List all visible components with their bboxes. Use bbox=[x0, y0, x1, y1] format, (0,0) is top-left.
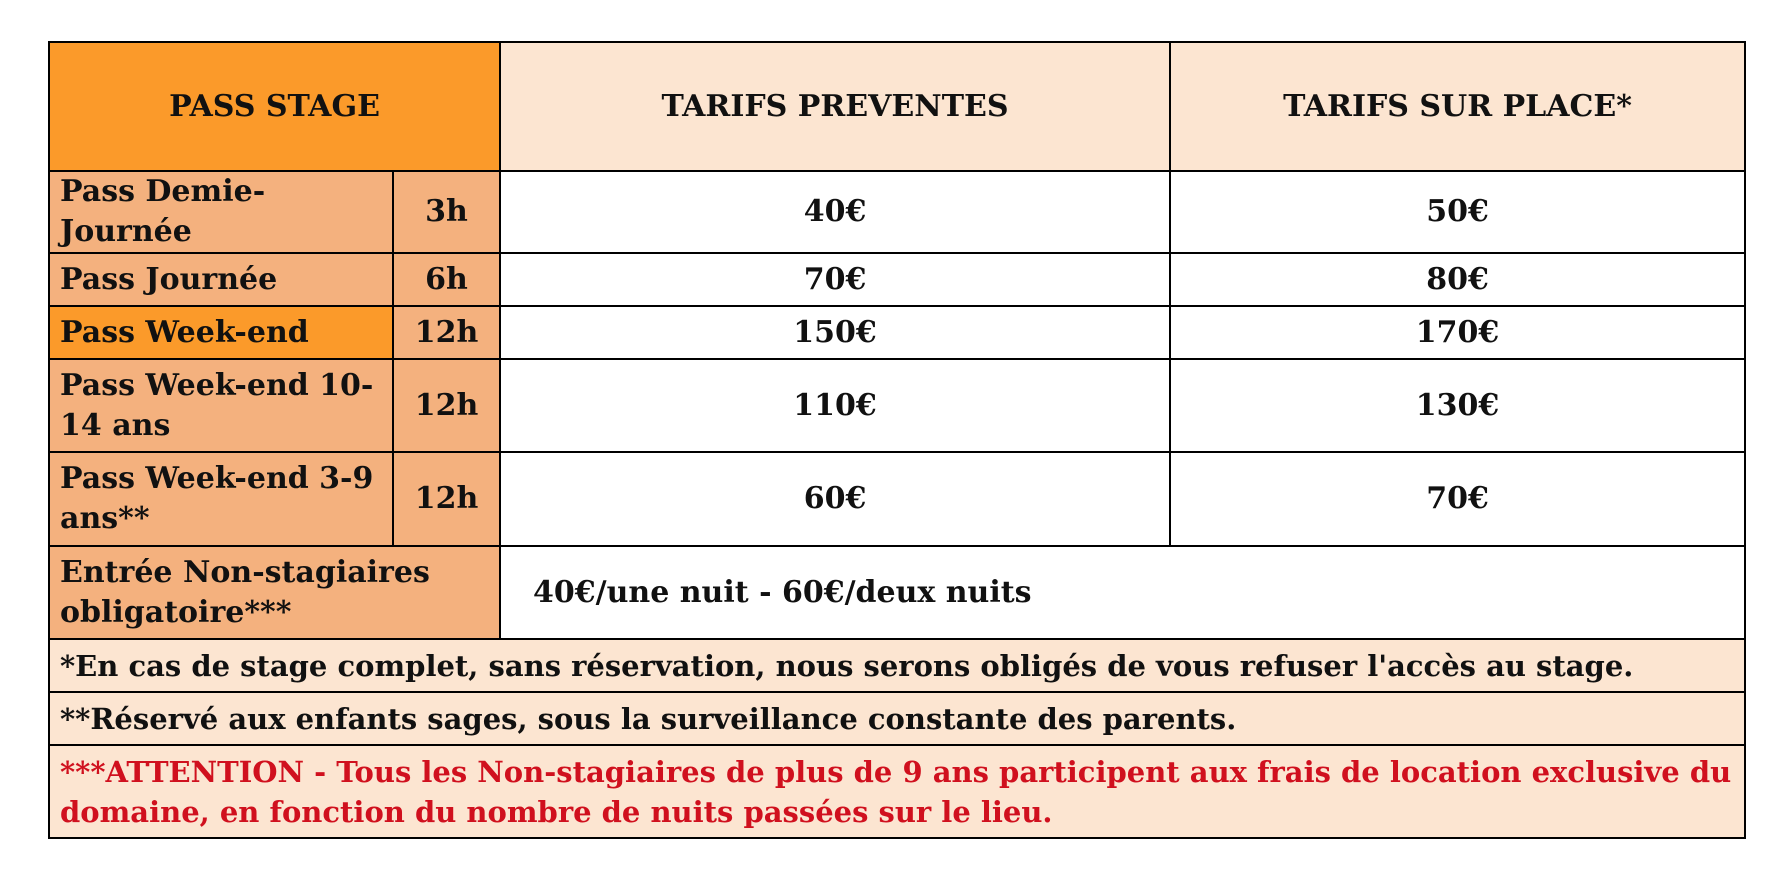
table-row bbox=[49, 253, 1745, 306]
pass-duration: 12h bbox=[393, 452, 500, 546]
pass-duration: 6h bbox=[393, 253, 500, 306]
price-sur-place: 130€ bbox=[1170, 359, 1745, 452]
pass-duration: 12h bbox=[393, 306, 500, 359]
non-stagiaires-row bbox=[49, 546, 1745, 639]
header-tarifs-preventes: TARIFS PREVENTES bbox=[500, 42, 1170, 171]
pass-duration: 12h bbox=[393, 359, 500, 452]
non-stagiaires-price: 40€/une nuit - 60€/deux nuits bbox=[500, 546, 1745, 639]
price-sur-place: 70€ bbox=[1170, 452, 1745, 546]
note-row bbox=[49, 692, 1745, 745]
pass-label: Pass Week-end bbox=[49, 306, 393, 359]
pricing-table bbox=[48, 41, 1746, 839]
price-prevente: 60€ bbox=[500, 452, 1170, 546]
table-row bbox=[49, 452, 1745, 546]
footnote-enfants: **Réservé aux enfants sages, sous la surveillance constante des parents. bbox=[49, 692, 1745, 745]
price-sur-place: 170€ bbox=[1170, 306, 1745, 359]
footnote-complet: *En cas de stage complet, sans réservation, nous serons obligés de vous refuser l'accès au stage. bbox=[49, 639, 1745, 692]
footnote-attention: ***ATTENTION - Tous les Non-stagiaires de plus de 9 ans participent aux frais de location exclusive du domaine, en fonction du nombre de nuits passées sur le lieu. bbox=[49, 745, 1745, 838]
price-sur-place: 80€ bbox=[1170, 253, 1745, 306]
header-tarifs-sur-place: TARIFS SUR PLACE* bbox=[1170, 42, 1745, 171]
price-prevente: 40€ bbox=[500, 171, 1170, 253]
price-prevente: 150€ bbox=[500, 306, 1170, 359]
header-pass-stage: PASS STAGE bbox=[49, 42, 500, 171]
pass-label: Pass Week-end 3-9 ans** bbox=[49, 452, 393, 546]
pass-label: Pass Week-end 10-14 ans bbox=[49, 359, 393, 452]
note-row bbox=[49, 745, 1745, 838]
pass-label: Pass Demie-Journée bbox=[49, 171, 393, 253]
header-row bbox=[49, 42, 1745, 171]
price-sur-place: 50€ bbox=[1170, 171, 1745, 253]
note-row bbox=[49, 639, 1745, 692]
table-row bbox=[49, 171, 1745, 253]
price-prevente: 110€ bbox=[500, 359, 1170, 452]
table-row bbox=[49, 359, 1745, 452]
pass-label: Pass Journée bbox=[49, 253, 393, 306]
price-prevente: 70€ bbox=[500, 253, 1170, 306]
table-row bbox=[49, 306, 1745, 359]
pass-duration: 3h bbox=[393, 171, 500, 253]
non-stagiaires-label: Entrée Non-stagiaires obligatoire*** bbox=[49, 546, 500, 639]
